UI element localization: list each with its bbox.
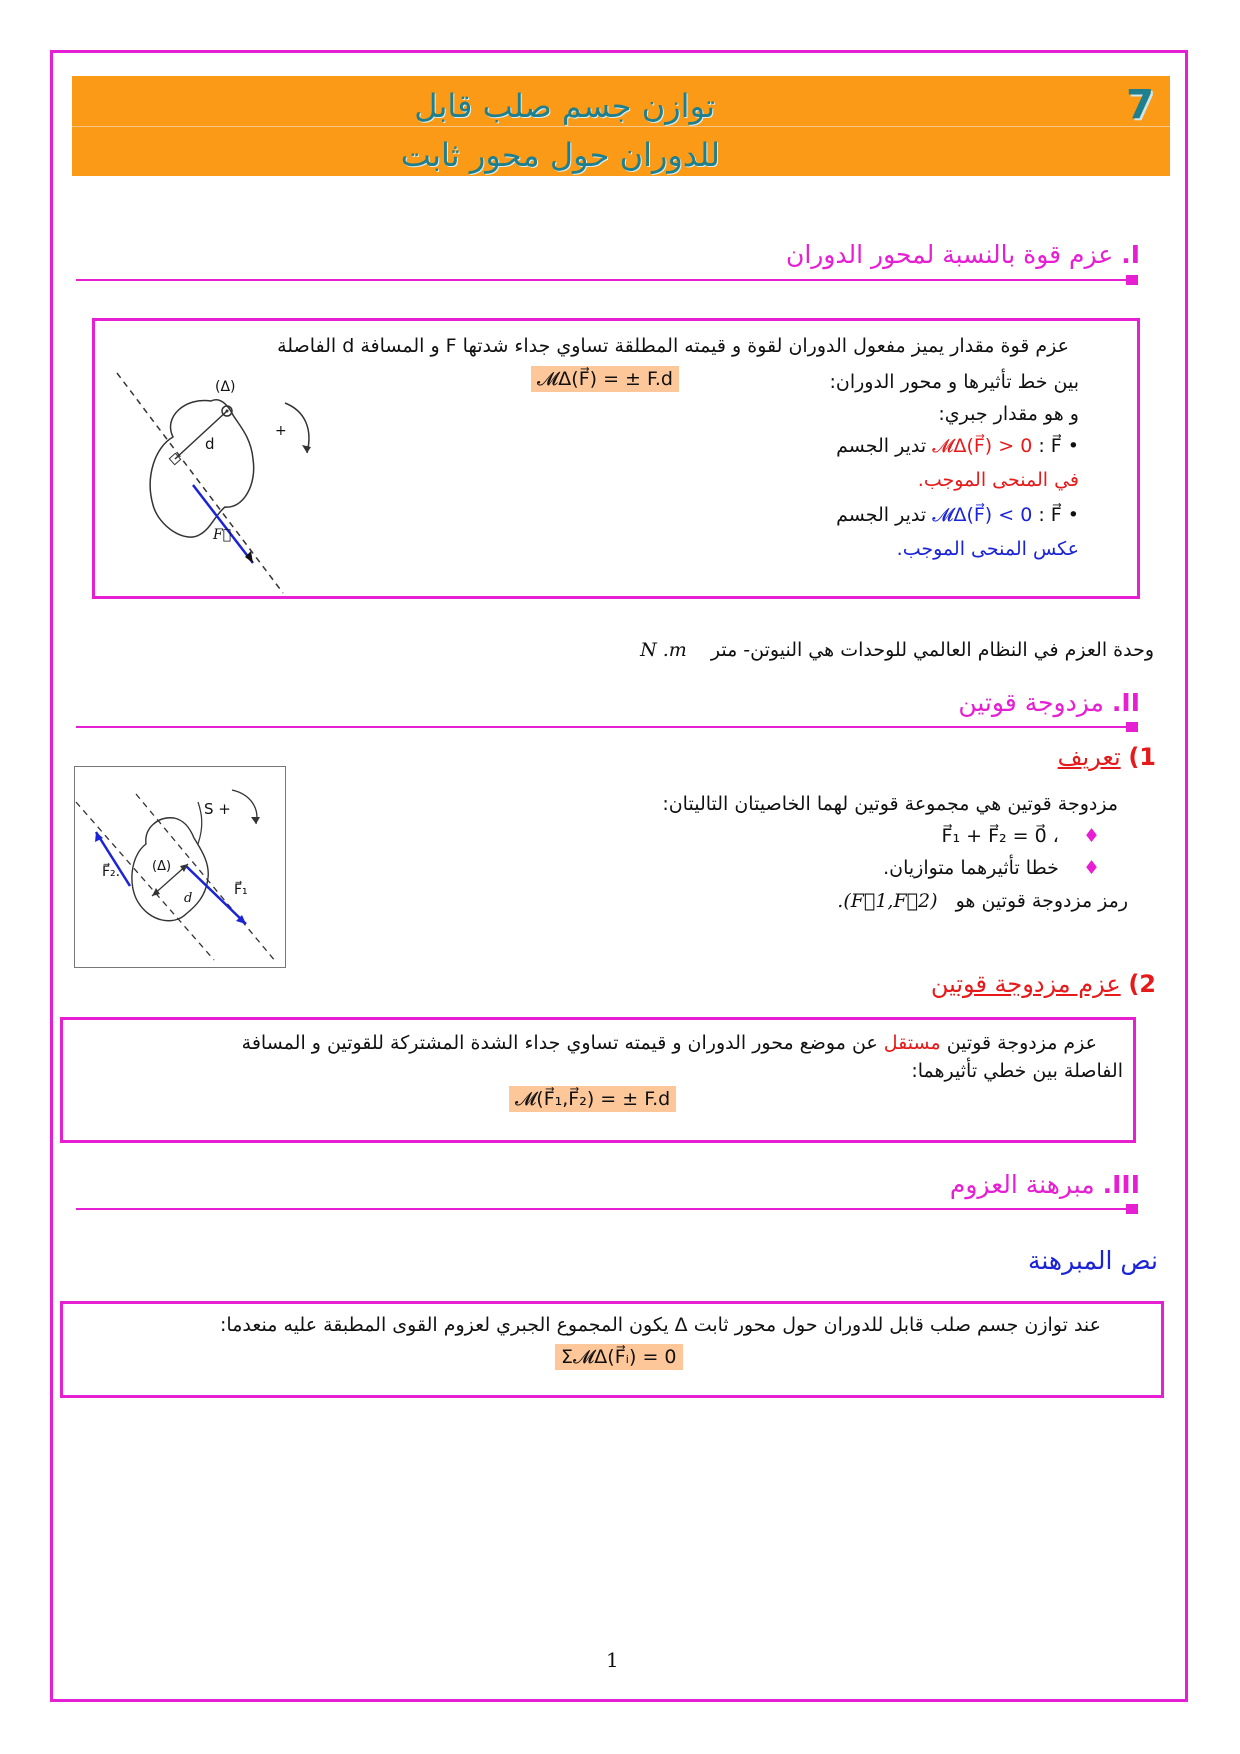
page-title-line2: للدوران حول محور ثابت [400,136,720,174]
chapter-number: 7 [1126,82,1154,128]
section3-title: مبرهنة العزوم [949,1170,1095,1199]
bullet-dot: • [1067,435,1079,457]
s1-bullet2-cont: عكس المنحى الموجب. [896,538,1079,560]
couple-prop1 [942,825,1100,847]
section3-numeral: III. [1102,1170,1140,1199]
couple-intro: مزدوجة قوتين هي مجموعة قوتين لهما الخاصيتان التاليتان: [662,793,1118,815]
s2-line1 [242,1032,1097,1054]
couple-distance-label: d [184,891,193,906]
unit-line [640,639,1154,661]
section2-numeral: II. [1111,688,1140,717]
section3-box [60,1301,1164,1398]
moment-figure [115,367,345,597]
couple-symbol: .(F⃗1,F⃗2) [837,890,938,912]
s1-bullet2 [836,504,1079,526]
sub1-title: تعريف [1057,743,1121,771]
sub2-number: 2) [1128,970,1156,998]
force-line-dashed [117,373,283,593]
couple-axis-label: (Δ) [152,859,172,874]
force-label: F⃗ [213,527,232,543]
couple-symbol-line [837,890,1128,912]
section2-heading [958,688,1140,717]
diamond-bullet-icon: ♦ [1082,825,1100,847]
section3-rule [76,1208,1136,1210]
couple-prop2 [883,857,1100,879]
unit-symbol: N .m [640,639,687,661]
s1-bullet1-cont: في المنحى الموجب. [917,469,1079,491]
section1-heading [786,240,1140,269]
sub2-title: عزم مزدوجة قوتين [930,970,1121,998]
s1-bullet2-cond: 𝓜Δ(F⃗) < 0 [932,504,1033,526]
theorem-subtitle: نص المبرهنة [1027,1246,1158,1275]
s1-line1: عزم قوة مقدار يميز مفعول الدوران لقوة و قيمته المطلقة تساوي جداء شدتها F و المسافة d الفاصلة [277,335,1069,357]
title-bar [72,76,1170,176]
s1-bullet1 [836,435,1079,457]
s2-line1-a: عزم مزدوجة قوتين [946,1032,1097,1054]
sub1-heading [1058,743,1156,771]
sense-arrowhead [302,445,311,453]
axis-label: (Δ) [215,379,236,395]
distance-segment [175,411,227,459]
solid-body [150,400,253,537]
section2-box [60,1017,1136,1143]
f1-label: F⃗₁ [234,882,248,898]
diamond-bullet-icon: ♦ [1082,857,1100,879]
bullet-dot: • [1067,504,1079,526]
distance-label: d [205,435,215,453]
s2-formula: 𝓜(F⃗₁,F⃗₂) = ± F.d [509,1086,676,1112]
s1-bullet1-text: : F⃗ تدير الجسم [836,435,1062,457]
s2-line1-b: مستقل [883,1032,941,1054]
s1-bullet1-cond: 𝓜Δ(F⃗) > 0 [932,435,1033,457]
title-divider [72,126,1170,127]
sub1-number: 1) [1128,743,1156,771]
couple-symbol-text: رمز مزدوجة قوتين هو [955,890,1128,912]
sense-arrow [285,403,309,453]
couple-prop1-text: F⃗₁ + F⃗₂ = 0⃗ ، [941,825,1059,847]
section1-title: عزم قوة بالنسبة لمحور الدوران [785,240,1114,269]
s1-bullet2-text: : F⃗ تدير الجسم [836,504,1062,526]
sense-label: + [275,423,287,439]
sub2-heading [931,970,1156,998]
s2-line2: الفاصلة بين خطي تأثيرهما: [911,1060,1123,1082]
section2-rule [76,726,1136,728]
unit-text: وحدة العزم في النظام العالمي للوحدات هي النيوتن- متر [710,639,1154,661]
theorem-formula: Σ𝓜Δ(F⃗ᵢ) = 0 [555,1344,683,1370]
theorem-text: عند توازن جسم صلب قابل للدوران حول محور ثابت Δ يكون المجموع الجبري لعزوم القوى المطبقة عليه منعدما: [220,1314,1101,1336]
couple-sense-label: S + [204,800,231,818]
section1-box [92,318,1140,599]
s1-line3: و هو مقدار جبري: [938,403,1079,425]
section1-numeral: I. [1121,240,1140,269]
section1-rule [76,279,1136,281]
page-number: 1 [606,1648,619,1672]
section2-title: مزدوجة قوتين [958,688,1104,717]
s2-line1-c: عن موضع محور الدوران و قيمته تساوي جداء الشدة المشتركة للقوتين و المسافة [241,1032,878,1054]
s1-line2: بين خط تأثيرها و محور الدوران: [829,371,1079,393]
couple-figure [74,766,286,968]
force-vector [193,485,253,563]
couple-prop2-text: خطا تأثيرهما متوازيان. [883,857,1059,879]
section3-heading [950,1170,1140,1199]
page-title-line1: توازن جسم صلب قابل [414,87,715,125]
f2-label: F⃗₂. [102,864,121,880]
s1-formula: 𝓜Δ(F⃗) = ± F.d [531,366,679,392]
